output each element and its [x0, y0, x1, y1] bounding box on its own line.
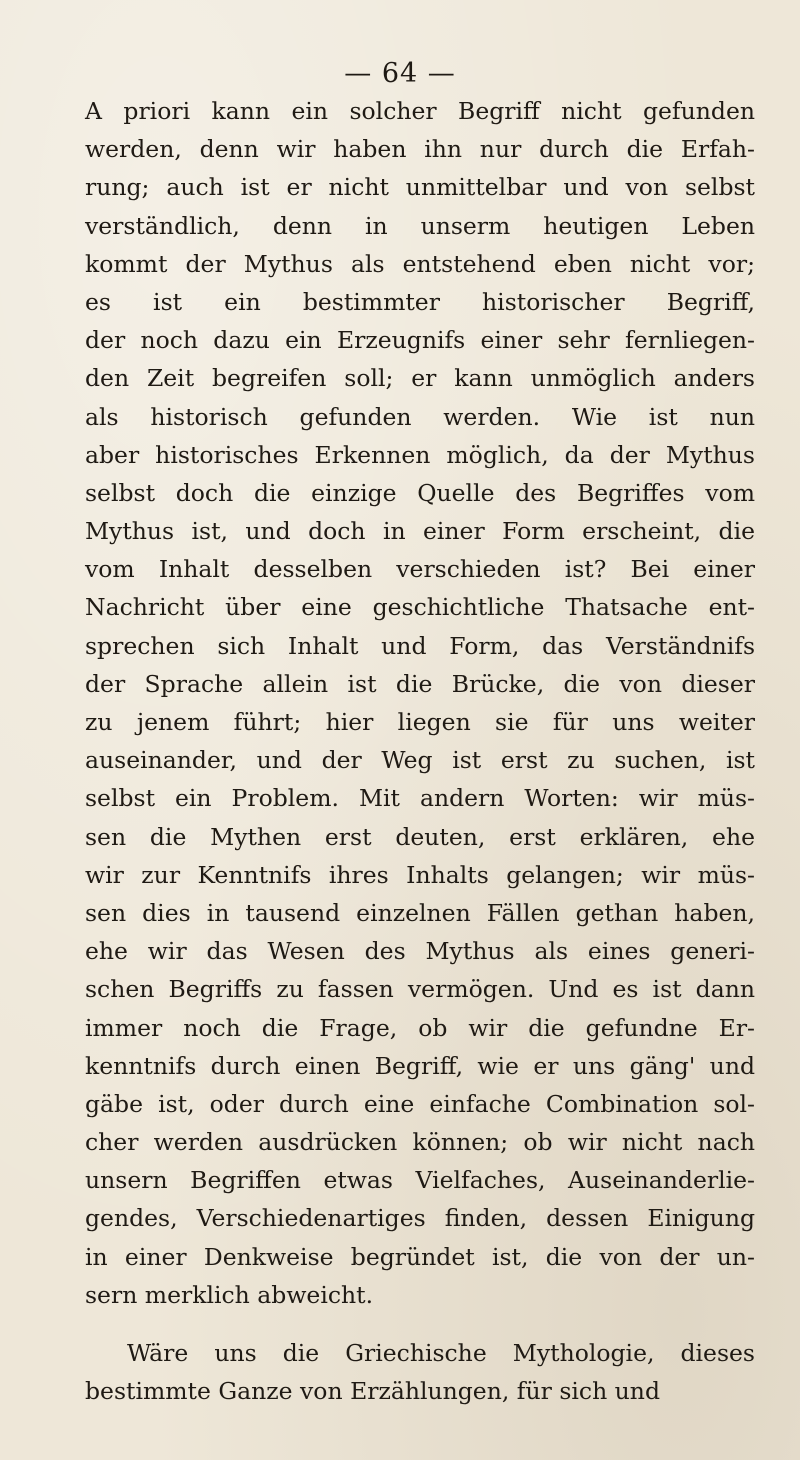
- body-text: [85, 92, 755, 1410]
- text-line: immer noch die Frage, ob wir die gefundne Er-: [85, 1013, 755, 1042]
- text-line: cher werden ausdrücken können; ob wir nicht nach: [85, 1128, 755, 1157]
- text-line: auseinander, und der Weg ist erst zu suchen, ist: [85, 746, 755, 775]
- text-line: kenntnifs durch einen Begriff, wie er uns gäng' und: [85, 1051, 755, 1080]
- text-line: der Sprache allein ist die Brücke, die von dieser: [85, 669, 755, 698]
- text-line: als historisch gefunden werden. Wie ist nun: [85, 402, 755, 431]
- text-line: sprechen sich Inhalt und Form, das Verständnifs: [85, 631, 755, 660]
- text-line: Mythus ist, und doch in einer Form erscheint, die: [85, 517, 755, 546]
- text-line: der noch dazu ein Erzeugnifs einer sehr fernliegen-: [85, 326, 755, 355]
- text-line: wir zur Kenntnifs ihres Inhalts gelangen; wir müs-: [85, 860, 755, 889]
- text-line: kommt der Mythus als entstehend eben nicht vor;: [85, 249, 755, 278]
- text-line: aber historisches Erkennen möglich, da der Mythus: [85, 440, 755, 469]
- text-line: den Zeit begreifen soll; er kann unmöglich anders: [85, 364, 755, 393]
- text-line: sen die Mythen erst deuten, erst erklären, ehe: [85, 822, 755, 851]
- text-line: Wäre uns die Griechische Mythologie, dieses: [127, 1339, 755, 1367]
- text-line: selbst doch die einzige Quelle des Begriffes vom: [85, 478, 755, 507]
- text-line: schen Begriffs zu fassen vermögen. Und es ist dann: [85, 975, 755, 1004]
- text-line: sern merklich abweicht.: [85, 1280, 374, 1309]
- text-line: verständlich, denn in unserm heutigen Leben: [85, 211, 755, 240]
- text-line: vom Inhalt desselben verschieden ist? Bei einer: [85, 555, 755, 584]
- text-line: rung; auch ist er nicht unmittelbar und von selbst: [85, 173, 755, 202]
- text-line: Nachricht über eine geschichtliche Thatsache ent-: [85, 593, 755, 622]
- text-line: gendes, Verschiedenartiges finden, dessen Einigung: [85, 1204, 755, 1233]
- page-number: — 64 —: [344, 58, 456, 89]
- text-line: zu jenem führt; hier liegen sie für uns weiter: [85, 708, 755, 736]
- text-line: werden, denn wir haben ihn nur durch die Erfah-: [85, 135, 755, 164]
- text-line: es ist ein bestimmter historischer Begriff,: [85, 287, 755, 316]
- text-line: in einer Denkweise begründet ist, die von der un-: [85, 1242, 755, 1271]
- text-line: selbst ein Problem. Mit andern Worten: wir müs-: [85, 784, 755, 813]
- text-line: bestimmte Ganze von Erzählungen, für sich und: [85, 1377, 660, 1406]
- text-line: gäbe ist, oder durch eine einfache Combination sol-: [85, 1089, 755, 1118]
- text-line: sen dies in tausend einzelnen Fällen gethan haben,: [85, 898, 755, 927]
- text-line: A priori kann ein solcher Begriff nicht gefunden: [85, 97, 755, 125]
- text-line: ehe wir das Wesen des Mythus als eines generi-: [85, 937, 755, 966]
- text-line: unsern Begriffen etwas Vielfaches, Auseinanderlie-: [85, 1166, 755, 1195]
